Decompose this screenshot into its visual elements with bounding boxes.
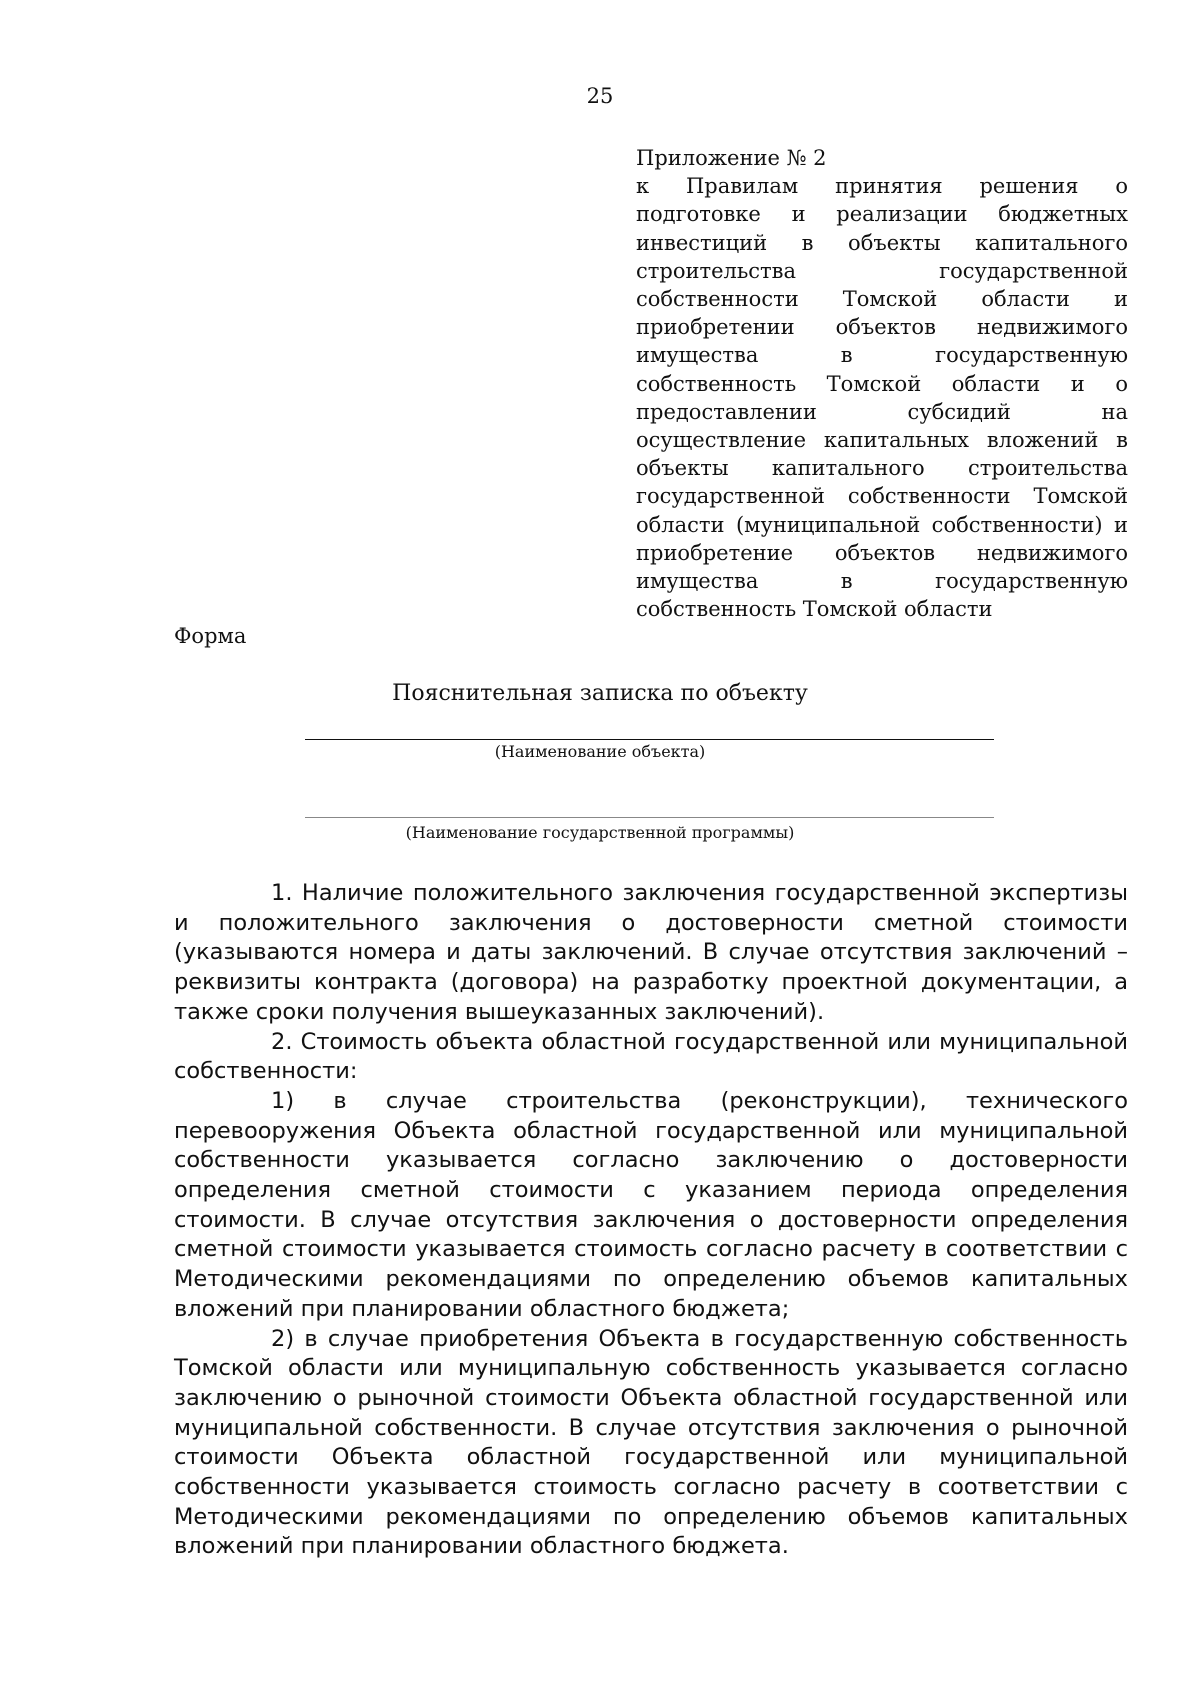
object-name-blank-line (305, 739, 994, 740)
note-title: Пояснительная записка по объекту (392, 681, 808, 706)
form-label: Форма (174, 624, 247, 648)
appendix-title: Приложение № 2 (636, 146, 827, 170)
paragraph-2-2: 2) в случае приобретения Объекта в государственную собственность Томской области или муниципальную собственность указывается согласно заключению о рыночной стоимости Объекта областной государственной или муниципальной собственности. В случае отсутствия заключения о рыночной стоимости Объекта областной государственной или муниципальной собственности указывается стоимость согласно расчету в соответствии с Методическими рекомендациями по определению объемов капитальных вложений при планировании областного бюджета. (174, 1325, 1128, 1560)
appendix-block (636, 144, 1128, 623)
program-name-blank-line (305, 817, 994, 818)
program-name-caption: (Наименование государственной программы) (405, 823, 795, 842)
paragraph-2-1: 1) в случае строительства (реконструкции), технического перевооружения Объекта областной государственной или муниципальной собственности указывается согласно заключению о достоверности определения сметной стоимости с указанием периода определения стоимости. В случае отсутствия заключения о достоверности определения сметной стоимости указывается стоимость согласно расчету в соответствии с Методическими рекомендациями по определению объемов капитальных вложений при планировании областного бюджета; (174, 1087, 1128, 1322)
page-number: 25 (586, 84, 614, 108)
body-text (174, 879, 1128, 1562)
paragraph-1: 1. Наличие положительного заключения государственной экспертизы и положительного заключения о достоверности сметной стоимости (указываются номера и даты заключений. В случае отсутствия заключений – реквизиты контракта (договора) на разработку проектной документации, а также сроки получения вышеуказанных заключений). (174, 880, 1128, 1025)
appendix-text: к Правилам принятия решения о подготовке и реализации бюджетных инвестиций в объекты капитального строительства государственной собственности Томской области и приобретении объектов недвижимого имущества в государственную собственность Томской области и о предоставлении субсидий на осуществление капитальных вложений в объекты капитального строительства государственной собственности Томской области (муниципальной собственности) и приобретение объектов недвижимого имущества в государственную собственность Томской области (636, 174, 1128, 622)
paragraph-2: 2. Стоимость объекта областной государственной или муниципальной собственности: (174, 1028, 1128, 1085)
object-name-caption: (Наименование объекта) (494, 742, 706, 761)
